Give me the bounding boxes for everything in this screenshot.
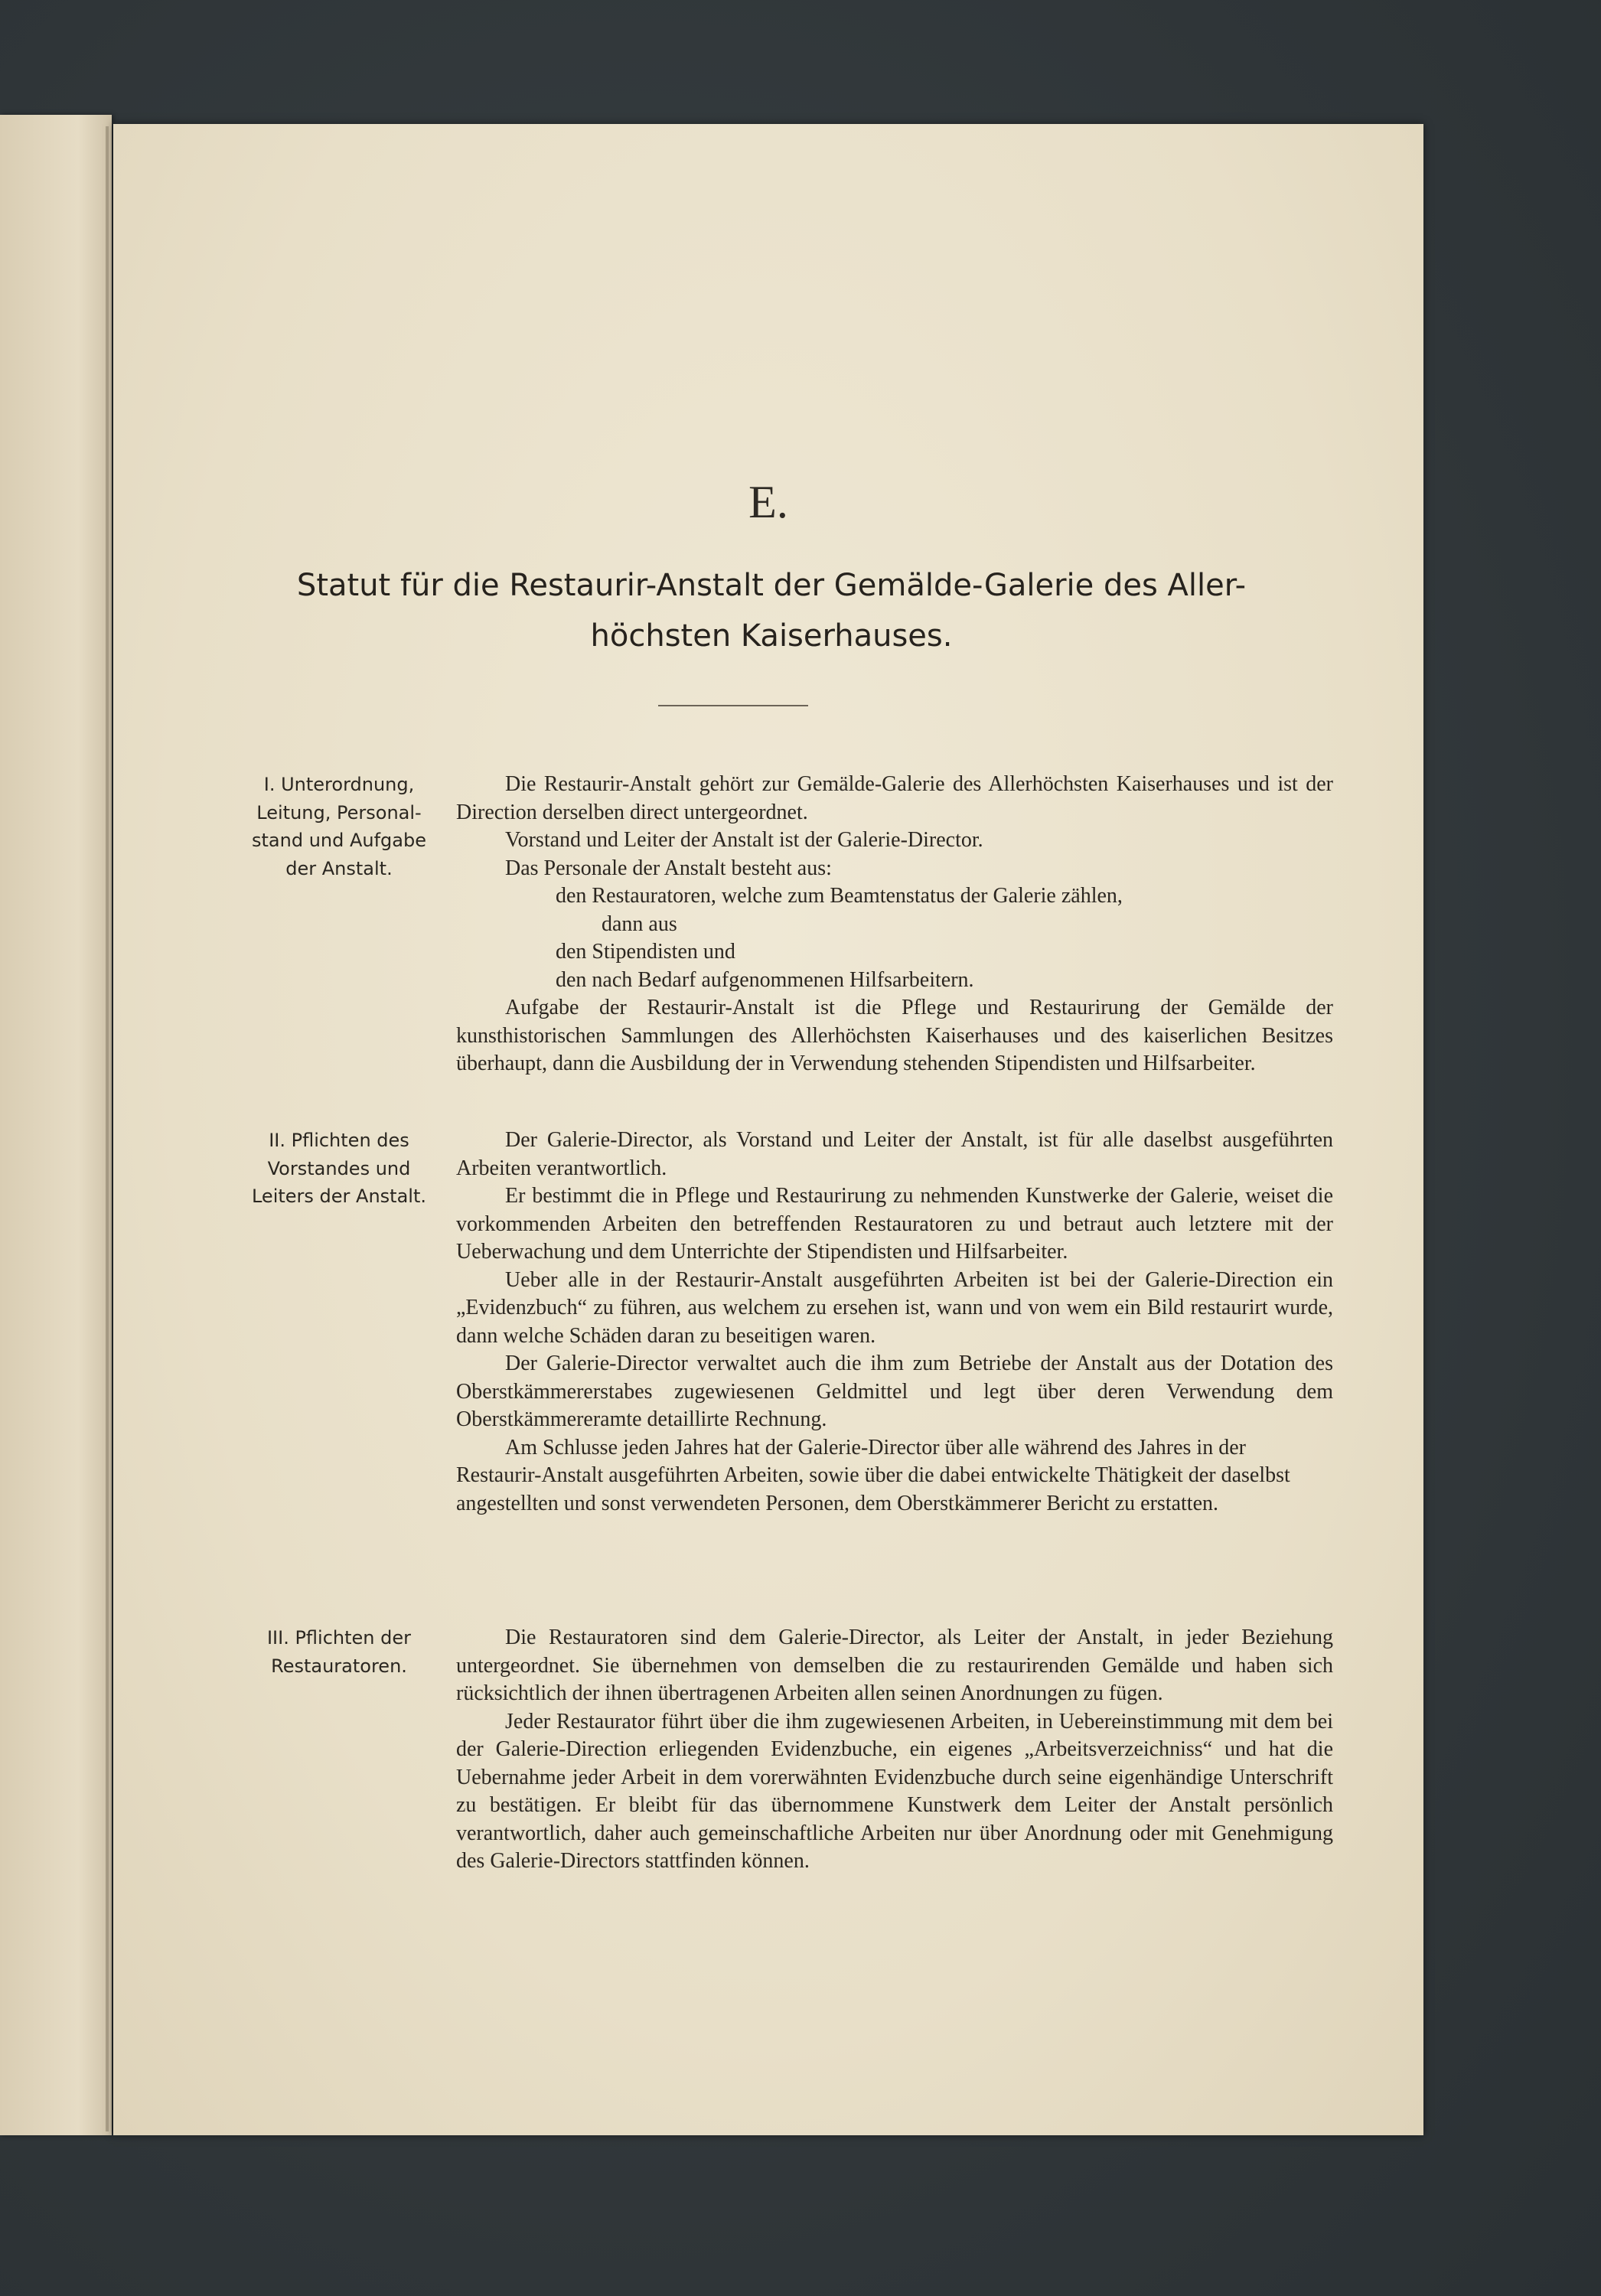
list-item: den nach Bedarf aufgenommenen Hilfsarbeitern. — [556, 967, 974, 992]
heading-line: Restauratoren. — [271, 1655, 407, 1677]
title-line-2: höchsten Kaiserhauses. — [590, 618, 953, 654]
heading-line: Leitung, Personal- — [256, 801, 422, 823]
paragraph: Jeder Restaurator führt über die ihm zugewiesenen Arbeiten, in Uebereinstimmung mit dem bei der Galerie-Direction erliegenden Evidenzbuche, ein eigenes „Arbeitsverzeichniss“ und hat die Uebernahme jeder Arbeit in dem vorerwähnten Evidenzbuche durch seine eigenhändige Unterschrift zu bestätigen. Er bleibt für das übernommene Kunstwerk dem Leiter der Anstalt persönlich verantwortlich, daher auch gemeinschaftliche Arbeiten nur über Anordnung oder mit Genehmigung des Galerie-Directors stattfinden können. — [456, 1709, 1333, 1873]
section-1-body — [456, 771, 1333, 1078]
heading-line: I. Unterordnung, — [263, 774, 415, 795]
heading-line: III. Pflichten der — [266, 1627, 412, 1649]
heading-line: Leiters der Anstalt. — [251, 1186, 426, 1207]
paragraph: Das Personale der Anstalt besteht aus: — [505, 856, 832, 880]
paragraph: Der Galerie-Director verwaltet auch die ihm zum Betriebe der Anstalt aus der Dotation des Oberstkämmererstabes zugewiesenen Geldmittel und legt über deren Verwendung dem Oberstkämmereramte detaillirte Rechnung. — [456, 1352, 1333, 1431]
heading-line: der Anstalt. — [285, 857, 393, 879]
list-item: den Stipendisten und — [556, 940, 735, 964]
previous-page-edge — [0, 115, 112, 2135]
title-divider — [658, 705, 808, 706]
list-item: dann aus — [602, 912, 677, 936]
list-item: den Restauratoren, welche zum Beamtenstatus der Galerie zählen, — [556, 884, 1123, 908]
paragraph: Aufgabe der Restaurir-Anstalt ist die Pflege und Restaurirung der Gemälde der kunsthistorischen Sammlungen des Allerhöchsten Kaiserhauses und des kaiserlichen Besitzes überhaupt, dann die Ausbildung der in Verwendung stehenden Stipendisten und Hilfsarbeiter. — [456, 996, 1333, 1075]
section-2-heading — [236, 1127, 442, 1211]
page-title — [205, 560, 1338, 661]
paragraph: Er bestimmt die in Pflege und Restaurirung zu nehmenden Kunstwerke der Galerie, weiset die vorkommenden Arbeiten den betreffenden Restauratoren zu und betraut auch letztere mit der Ueberwachung und dem Unterrichte der Stipendisten und Hilfsarbeiter. — [456, 1184, 1333, 1264]
section-3-body — [456, 1624, 1333, 1876]
paragraph: Die Restauratoren sind dem Galerie-Director, als Leiter der Anstalt, in jeder Beziehung untergeordnet. Sie übernehmen von demselben die zu restaurirenden Gemälde und haben sich rücksichtlich der ihnen übertragenen Arbeiten allen seinen Anordnungen zu fügen. — [456, 1626, 1333, 1705]
section-1-heading — [236, 771, 442, 882]
heading-line: II. Pflichten des — [269, 1130, 409, 1151]
section-2-body — [456, 1127, 1333, 1518]
paragraph: Vorstand und Leiter der Anstalt ist der Galerie-Director. — [505, 828, 983, 852]
heading-line: Vorstandes und — [267, 1157, 411, 1179]
document-page — [113, 124, 1423, 2135]
binding-gutter — [106, 126, 109, 2131]
paragraph: Am Schlusse jeden Jahres hat der Galerie-Director über alle während des Jahres in der Restaurir-Anstalt ausgeführten Arbeiten, sowie über die dabei entwickelte Thätigkeit der daselbst angestellten und sonst verwendeten Personen, dem Oberstkämmerer Bericht zu erstatten. — [456, 1435, 1290, 1515]
paragraph: Ueber alle in der Restaurir-Anstalt ausgeführten Arbeiten ist bei der Galerie-Direction ein „Evidenzbuch“ zu führen, aus welchem zu ersehen ist, wann und von wem ein Bild restaurirt wurde, dann welche Schäden daran zu beseitigen waren. — [456, 1267, 1333, 1348]
heading-line: stand und Aufgabe — [252, 830, 426, 851]
paragraph: Der Galerie-Director, als Vorstand und Leiter der Anstalt, ist für alle daselbst ausgeführten Arbeiten verantwortlich. — [456, 1128, 1333, 1180]
paragraph: Die Restaurir-Anstalt gehört zur Gemälde-Galerie des Allerhöchsten Kaiserhauses und ist der Direction derselben direct untergeordnet. — [456, 772, 1333, 824]
title-line-1: Statut für die Restaurir-Anstalt der Gemälde-Galerie des Aller- — [296, 568, 1247, 603]
section-3-heading — [236, 1624, 442, 1680]
appendix-letter: E. — [748, 477, 788, 527]
